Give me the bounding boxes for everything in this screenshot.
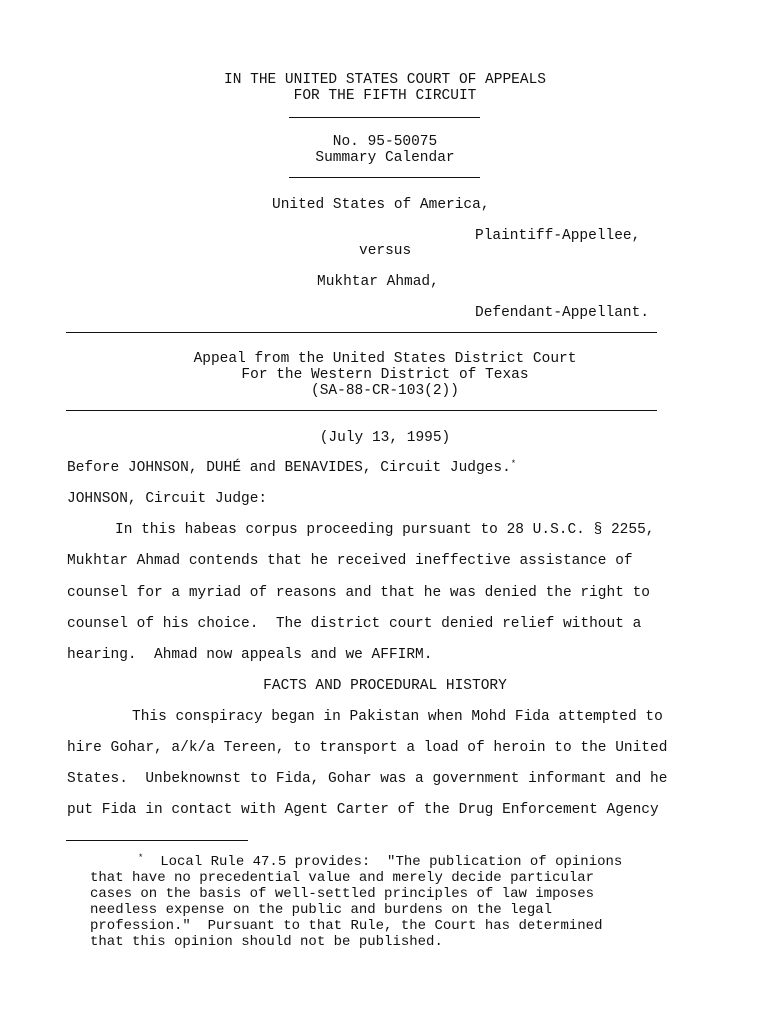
decision-date: (July 13, 1995) [319, 430, 451, 446]
appeal-line1: Appeal from the United States District Court [193, 351, 577, 367]
body-line: States. Unbeknownst to Fida, Gohar was a government informant and he [67, 771, 668, 787]
caption-divider-full-2 [66, 410, 657, 411]
case-number: No. 95-50075 [332, 134, 438, 150]
defendant-name: Mukhtar Ahmad, [317, 274, 439, 290]
defendant-role: Defendant-Appellant. [475, 305, 650, 321]
footnote-line: cases on the basis of well-settled principles of law imposes [90, 886, 595, 902]
body-line: hearing. Ahmad now appeals and we AFFIRM. [67, 647, 433, 663]
body-line: put Fida in contact with Agent Carter of the Drug Enforcement Agency [67, 802, 659, 818]
footnote-text-1: Local Rule 47.5 provides: "The publication of opinions [160, 854, 623, 870]
panel-text: Before JOHNSON, DUHÉ and BENAVIDES, Circuit Judges. [67, 460, 511, 476]
plaintiff-role: Plaintiff-Appellee, [475, 228, 641, 244]
court-name-line1: IN THE UNITED STATES COURT OF APPEALS [224, 72, 546, 88]
body-line: This conspiracy began in Pakistan when Mohd Fida attempted to [132, 709, 663, 725]
appeal-line2: For the Western District of Texas [241, 367, 529, 383]
caption-divider-full-1 [66, 332, 657, 333]
section-heading: FACTS AND PROCEDURAL HISTORY [263, 678, 507, 694]
plaintiff-name: United States of America, [272, 197, 490, 213]
footnote-mark: * [138, 853, 144, 863]
calendar-type: Summary Calendar [315, 150, 455, 166]
footnote-line: needless expense on the public and burdens on the legal [90, 902, 553, 918]
versus-label: versus [359, 243, 412, 259]
body-line: counsel of his choice. The district court denied relief without a [67, 616, 642, 632]
footnote-line: profession." Pursuant to that Rule, the Court has determined [90, 918, 603, 934]
footnote-separator [66, 840, 248, 841]
caption-divider-1 [289, 117, 480, 118]
caption-divider-2 [289, 177, 480, 178]
footnote-line: that have no precedential value and merely decide particular [90, 870, 595, 886]
body-line: In this habeas corpus proceeding pursuant to 28 U.S.C. § 2255, [115, 522, 655, 538]
body-line: hire Gohar, a/k/a Tereen, to transport a load of heroin to the United [67, 740, 668, 756]
footnote-line: that this opinion should not be published. [90, 934, 443, 950]
court-name-line2: FOR THE FIFTH CIRCUIT [293, 88, 477, 104]
footnote-ref-mark: * [510, 459, 517, 469]
body-line: counsel for a myriad of reasons and that he was denied the right to [67, 585, 650, 601]
opinion-author: JOHNSON, Circuit Judge: [67, 491, 268, 507]
body-line: Mukhtar Ahmad contends that he received ineffective assistance of [67, 553, 633, 569]
appeal-line3: (SA-88-CR-103(2)) [311, 383, 459, 399]
footnote-line1 [90, 854, 622, 870]
panel-line [67, 460, 516, 476]
